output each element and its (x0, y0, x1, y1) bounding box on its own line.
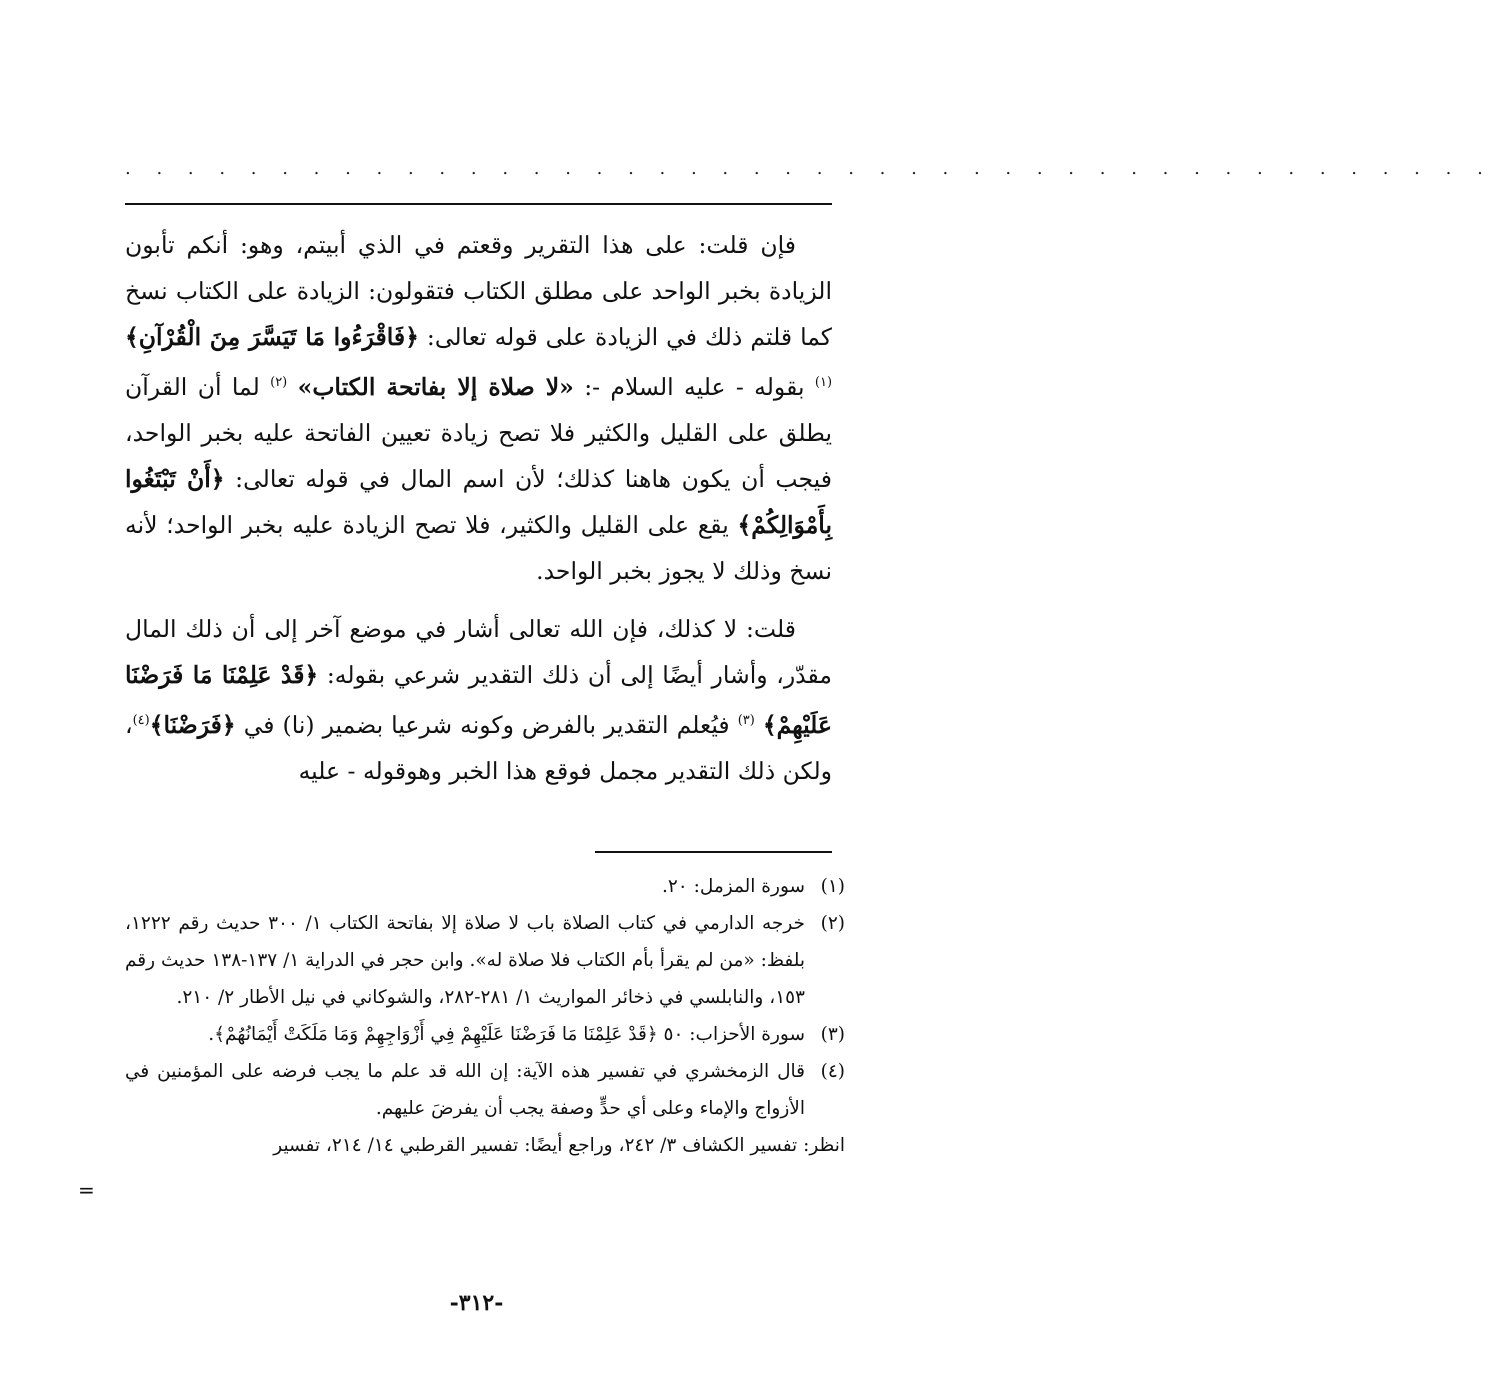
paragraph-2 (125, 606, 832, 794)
p1-text-1: فإن قلت: على هذا التقرير وقعتم في الذي أبيتم، وهو: أنكم تأبون الزيادة بخبر الواحد على مطلق الكتاب فتقولون: الزيادة على الكتاب نسخ كما قلتم ذلك في الزيادة على قوله تعالى: (125, 231, 832, 351)
footnote-text: سورة الأحزاب: ٥٠ ﴿قَدْ عَلِمْنَا مَا فَرَضْنَا عَلَيْهِمْ فِي أَزْوَاجِهِمْ وَمَا مَلَكَتْ أَيْمَانُهُمْ﴾. (208, 1024, 805, 1045)
p2-text-1: قلت: لا كذلك، فإن الله تعالى أشار في موضع آخر إلى أن ذلك المال مقدّر، وأشار أيضًا إلى أن ذلك التقدير شرعي بقوله: (125, 615, 832, 689)
header-rule (125, 203, 832, 205)
page-number: -٣١٢- (449, 1290, 504, 1316)
p2-text-3: ، ولكن ذلك التقدير مجمل فوقع هذا الخبر وهوقوله - عليه (125, 711, 832, 785)
quran-verse-4: ﴿فَرَضْنَا﴾ (149, 711, 236, 739)
p2-text-2: فيُعلم التقدير بالفرض وكونه شرعيا بضمير (نا) في (235, 711, 738, 739)
footnote-ref-1: (١) (814, 375, 833, 390)
footnote-ref-3: (٣) (737, 713, 755, 728)
header-dotted-line: . . . . . . . . . . . . . . . . . . . . . . . . . . . . . . . . . . . . . . . . . . . . (125, 158, 1493, 179)
footnote-ref-4: (٤) (132, 713, 150, 728)
footnote-text: قال الزمخشري في تفسير هذه الآية: إن الله قد علم ما يجب فرضه على المؤمنين في الأزواج والإماء وعلى أي حدٍّ وصفة يجب أن يفرضَ عليهم. (125, 1061, 805, 1119)
footnote-number: (٣) (820, 1024, 845, 1045)
footnote-number: (١) (820, 876, 845, 897)
hadith-quote: «لا صلاة إلا بفاتحة الكتاب» (297, 373, 574, 401)
footnote-item (125, 1016, 845, 1053)
p1-text-3: لما أن القرآن يطلق على القليل والكثير فلا تصح زيادة تعيين الفاتحة عليه بخبر الواحد، فيجب أن يكون هاهنا كذلك؛ لأن اسم المال في قوله تعالى: (125, 373, 832, 493)
footnote-text: سورة المزمل: ٢٠. (661, 876, 805, 897)
footnote-item (125, 868, 845, 905)
footnote-item (125, 1053, 845, 1127)
footnote-number: (٢) (820, 913, 845, 934)
quran-verse-1: ﴿فَاقْرَءُوا مَا تَيَسَّرَ مِنَ الْقُرْآنِ﴾ (125, 323, 419, 351)
quran-verse-3: ﴿قَدْ عَلِمْنَا مَا فَرَضْنَا عَلَيْهِمْ﴾ (125, 661, 832, 739)
paragraph-1 (125, 222, 832, 594)
footnote-rule (595, 851, 832, 853)
footnote-text: خرجه الدارمي في كتاب الصلاة باب لا صلاة إلا بفاتحة الكتاب ١/ ٣٠٠ حديث رقم ١٢٢٢، بلفظ: «من لم يقرأ بأم الكتاب فلا صلاة له». وابن حجر في الدراية ١/ ١٣٧-١٣٨ حديث رقم ١٥٣، والنابلسي في ذخائر المواريث ١/ ٢٨١-٢٨٢، والشوكاني في نيل الأطار ٢/ ٢١٠. (125, 913, 806, 1008)
continuation-mark: = (78, 1178, 95, 1202)
footnote-number: (٤) (820, 1061, 845, 1082)
main-text (125, 222, 832, 794)
p1-text-2: بقوله - عليه السلام -: (573, 373, 815, 401)
footnotes (125, 868, 845, 1164)
footnote-item (125, 905, 845, 1016)
quran-verse-2: ﴿أَنْ تَبْتَغُوا بِأَمْوَالِكُمْ﴾ (125, 465, 832, 539)
footnote-ref-2: (٢) (270, 375, 288, 390)
footnote-continuation: انظر: تفسير الكشاف ٣/ ٢٤٢، وراجع أيضًا: تفسير القرطبي ١٤/ ٢١٤، تفسير (273, 1135, 845, 1156)
p1-text-4: يقع على القليل والكثير، فلا تصح الزيادة عليه بخبر الواحد؛ لأنه نسخ وذلك لا يجوز بخبر الواحد. (125, 511, 832, 585)
